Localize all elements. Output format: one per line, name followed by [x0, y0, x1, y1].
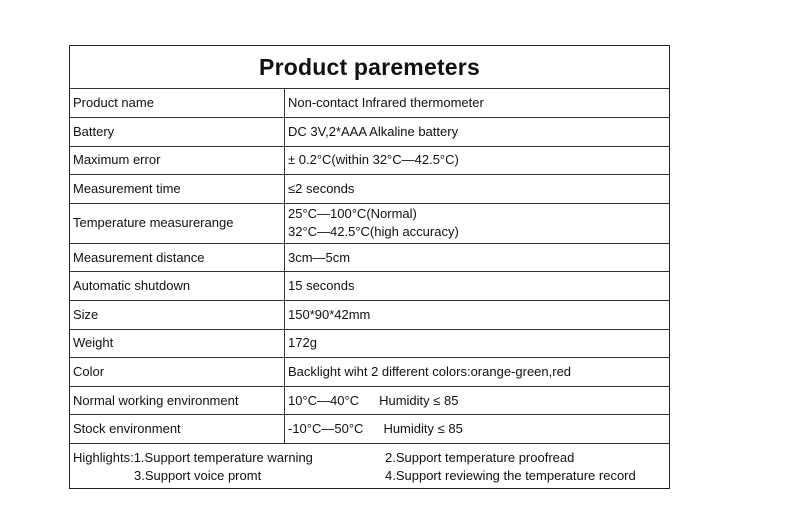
- table-row: [70, 272, 669, 301]
- row-label: Maximum error: [70, 146, 285, 175]
- table-row: [70, 301, 669, 330]
- temperature-range: 10°C—40°C: [288, 392, 360, 408]
- row-value: 3cm—5cm: [285, 243, 670, 272]
- highlight-2: 2.Support temperature proofread: [385, 450, 575, 466]
- highlight-4: 4.Support reviewing the temperature record: [385, 467, 636, 483]
- table-row: [70, 329, 669, 358]
- highlights: [70, 444, 669, 503]
- table-row: [70, 89, 669, 118]
- row-value: [285, 415, 670, 444]
- row-value: 15 seconds: [285, 272, 670, 301]
- row-label: Measurement time: [70, 175, 285, 204]
- row-value: ± 0.2°C(within 32°C—42.5°C): [285, 146, 670, 175]
- table-row: [70, 146, 669, 175]
- table-row: [70, 175, 669, 204]
- row-value: 172g: [285, 329, 670, 358]
- row-value: ≤2 seconds: [285, 175, 670, 204]
- humidity-value: Humidity ≤ 85: [383, 421, 463, 437]
- row-value: Backlight wiht 2 different colors:orange-green,red: [285, 358, 670, 387]
- row-label: Automatic shutdown: [70, 272, 285, 301]
- parameters-table: [70, 89, 669, 444]
- temperature-range: -10°C—50°C: [288, 421, 364, 437]
- parameters-sheet: [69, 45, 670, 489]
- table-row: [70, 243, 669, 272]
- row-value: 150*90*42mm: [285, 301, 670, 330]
- highlight-3: 3.Support voice promt: [134, 467, 262, 483]
- row-value-line: 25°C—100°C(Normal): [288, 206, 417, 222]
- row-label: Weight: [70, 329, 285, 358]
- row-label: Size: [70, 301, 285, 330]
- row-label: Battery: [70, 118, 285, 147]
- row-value: [285, 203, 670, 243]
- row-value: DC 3V,2*AAA Alkaline battery: [285, 118, 670, 147]
- row-value: Non-contact Infrared thermometer: [285, 89, 670, 118]
- row-label: Stock environment: [70, 415, 285, 444]
- humidity-value: Humidity ≤ 85: [379, 392, 459, 408]
- sheet-title: Product paremeters: [70, 46, 669, 89]
- row-label: Measurement distance: [70, 243, 285, 272]
- row-label: Normal working environment: [70, 386, 285, 415]
- table-row: [70, 415, 669, 444]
- highlight-1: Highlights:1.Support temperature warning: [73, 450, 313, 466]
- row-label: Product name: [70, 89, 285, 118]
- row-label: Color: [70, 358, 285, 387]
- table-row: [70, 358, 669, 387]
- table-row: [70, 118, 669, 147]
- row-value-line: 32°C—42.5°C(high accuracy): [288, 224, 459, 240]
- row-value: [285, 386, 670, 415]
- row-label: Temperature measurerange: [70, 203, 285, 243]
- table-row: [70, 386, 669, 415]
- table-row: [70, 203, 669, 243]
